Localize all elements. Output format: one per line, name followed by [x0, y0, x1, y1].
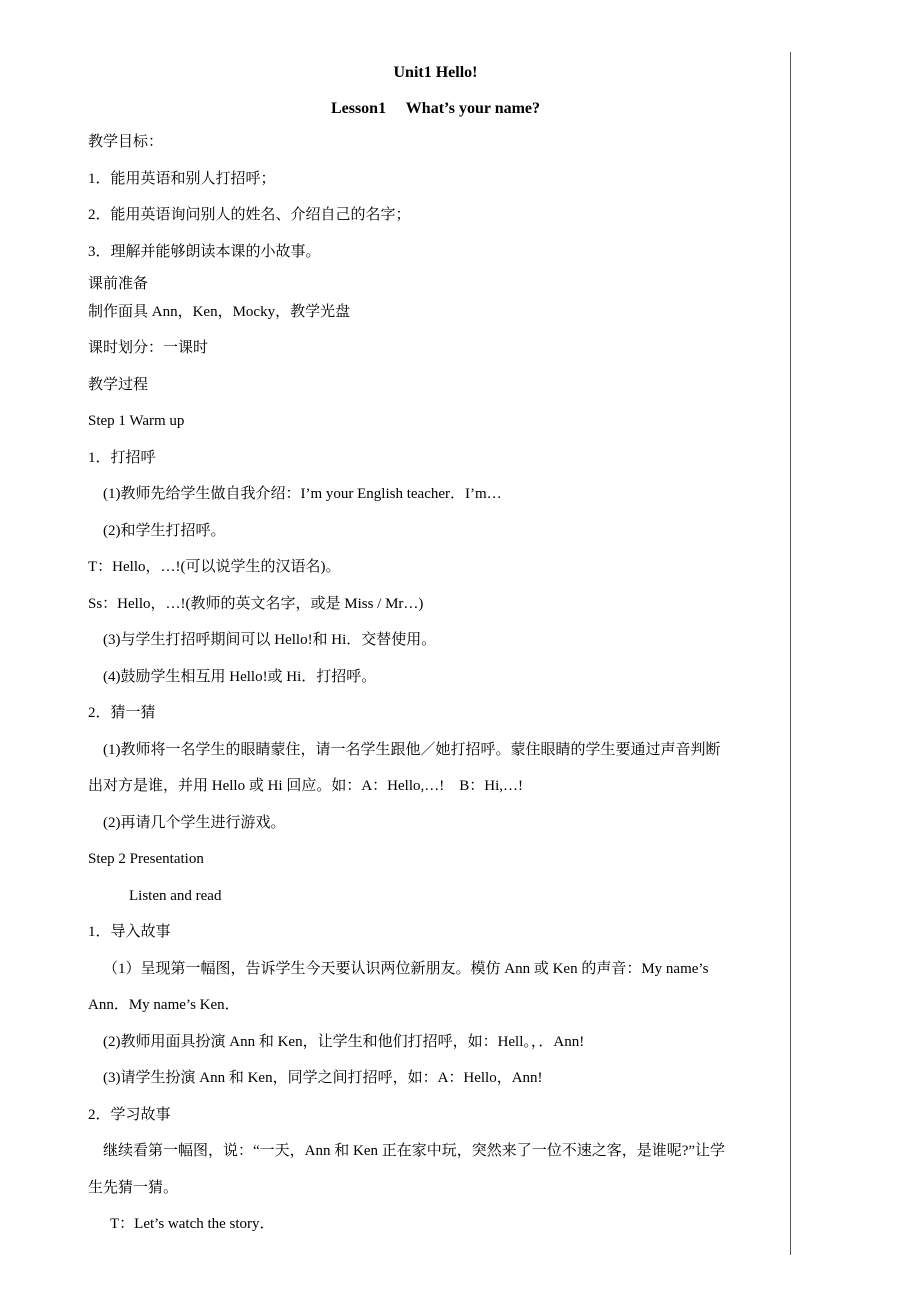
goal-item: 3．理解并能够朗读本课的小故事。	[88, 243, 321, 260]
document-body	[88, 58, 783, 1243]
list-item: (2)和学生打招呼。	[103, 522, 226, 539]
lesson-title: Lesson1 What’s your name?	[330, 100, 541, 117]
paragraph-line: 生先猜一猜。	[88, 1179, 179, 1196]
prep-heading: 课前准备	[88, 276, 149, 292]
goal-item: 1．能用英语和别人打招呼；	[88, 170, 276, 187]
period-line: 课时划分：一课时	[88, 340, 209, 356]
list-item: (4)鼓励学生相互用 Hello!或 Hi．打招呼。	[103, 668, 377, 685]
list-item: (2)再请几个学生进行游戏。	[103, 814, 286, 831]
goal-item: 2．能用英语询问别人的姓名、介绍自己的名字；	[88, 207, 411, 223]
list-item: (2)教师用面具扮演 Ann 和 Ken，让学生和他们打招呼，如：Hell。，．Ann!	[103, 1033, 585, 1050]
paragraph-line: 出对方是谁，并用 Hello 或 Hi 回应。如：A：Hello,…! B：Hi,…!	[88, 778, 523, 794]
paragraph-line: 继续看第一幅图，说：“一天，Ann 和 Ken 正在家中玩，突然来了一位不速之客，是谁呢?”让学	[103, 1143, 726, 1159]
process-heading: 教学过程	[88, 376, 149, 393]
goals-heading: 教学目标：	[88, 134, 164, 150]
step1-heading: Step 1 Warm up	[88, 413, 185, 429]
paragraph-line: (1)教师将一名学生的眼睛蒙住，请一名学生跟他／她打招呼。蒙住眼睛的学生要通过声音判断	[103, 741, 721, 758]
dialogue-line: Ss：Hello，…!(教师的英文名字，或是 Miss / Mr…)	[88, 595, 424, 612]
list-item: (3)请学生扮演 Ann 和 Ken，同学之间打招呼，如：A：Hello，Ann!	[103, 1070, 543, 1086]
list-item: 2．猜一猜	[88, 705, 156, 721]
prep-content: 制作面具 Ann，Ken，Mocky，教学光盘	[88, 304, 351, 320]
dialogue-line: T：Let’s watch the story．	[110, 1216, 275, 1232]
list-item: (3)与学生打招呼期间可以 Hello!和 Hi．交替使用。	[103, 632, 437, 648]
paragraph-line: Ann．My name’s Ken．	[88, 997, 240, 1013]
page-border-line	[790, 52, 791, 1255]
list-item: 1．打招呼	[88, 449, 156, 466]
list-item: 2．学习故事	[88, 1106, 171, 1123]
dialogue-line: T：Hello，…!(可以说学生的汉语名)。	[88, 559, 341, 575]
subheading: Listen and read	[129, 887, 222, 904]
list-item: (1)教师先给学生做自我介绍：I’m your English teacher．I’m…	[103, 486, 502, 502]
list-item: 1．导入故事	[88, 924, 171, 940]
unit-title: Unit1 Hello!	[393, 64, 478, 81]
paragraph-line: （1）呈现第一幅图，告诉学生今天要认识两位新朋友。模仿 Ann 或 Ken 的声音：My name’s	[103, 960, 709, 977]
step2-heading: Step 2 Presentation	[88, 851, 204, 867]
